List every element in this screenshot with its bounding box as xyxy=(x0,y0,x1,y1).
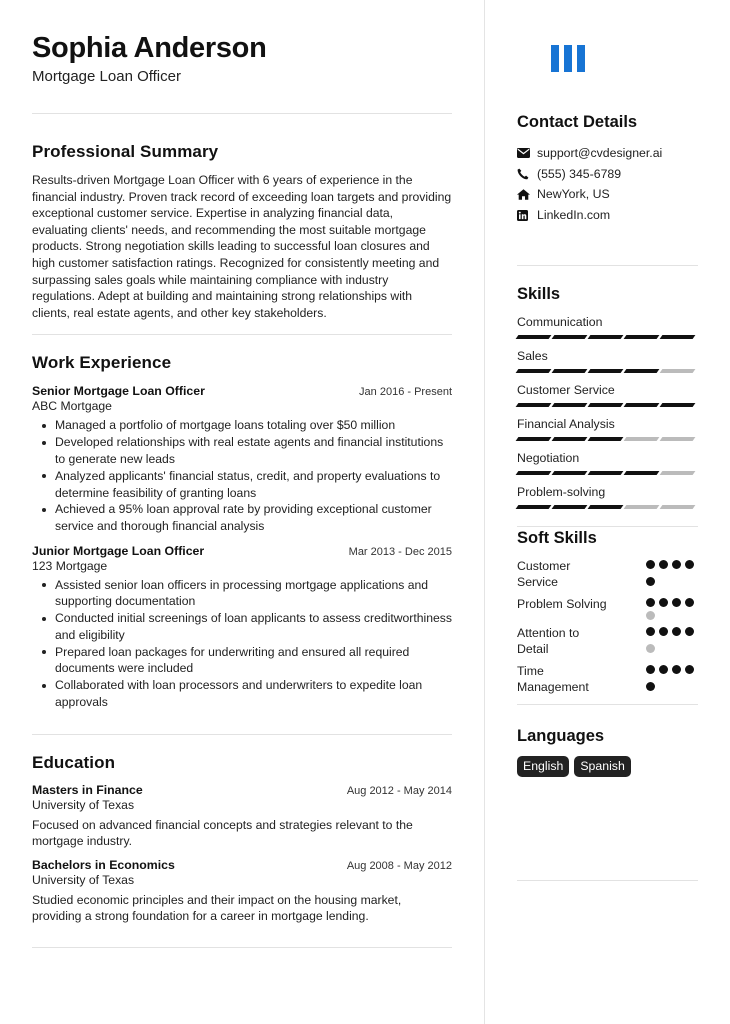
soft-skill-item xyxy=(517,625,698,658)
skill-level-segment xyxy=(588,403,624,407)
skill-level-segment xyxy=(552,471,588,475)
job-title: Senior Mortgage Loan Officer xyxy=(32,384,205,399)
skill-name: Communication xyxy=(517,315,603,329)
soft-skill-name-line: Attention to xyxy=(517,625,580,640)
school-name: University of Texas xyxy=(32,872,135,887)
skill-level-segment xyxy=(516,403,552,407)
rating-dot xyxy=(672,627,681,636)
home-icon xyxy=(517,189,537,200)
rating-dot xyxy=(646,682,655,691)
skill-level-segment xyxy=(660,437,696,441)
soft-skill-rating xyxy=(646,663,698,696)
skill-level-segment xyxy=(588,471,624,475)
job-company: 123 Mortgage xyxy=(32,558,108,573)
degree-title: Masters in Finance xyxy=(32,782,143,797)
brand-logo-icon xyxy=(551,45,585,72)
soft-skill-rating xyxy=(646,596,698,620)
soft-skills-title: Soft Skills xyxy=(517,529,597,547)
soft-skill-name-line: Customer xyxy=(517,559,571,573)
rating-dot xyxy=(659,560,668,569)
job-company: ABC Mortgage xyxy=(32,399,112,414)
contact-phone[interactable] xyxy=(517,164,698,185)
phone-text: (555) 345-6789 xyxy=(537,166,622,181)
skill-level-bar xyxy=(517,369,698,373)
list-item: Assisted senior loan officers in processing mortgage applications and supporting documentation xyxy=(32,577,452,610)
job-entry xyxy=(32,544,452,711)
linkedin-icon xyxy=(517,210,537,221)
list-item: Achieved a 95% loan approval rate by providing exceptional customer service and thorough financial analysis xyxy=(32,501,452,534)
skill-level-segment xyxy=(624,505,660,509)
rating-dot xyxy=(646,577,655,586)
skill-name: Sales xyxy=(517,349,548,363)
summary-text: Results-driven Mortgage Loan Officer with 6 years of experience in the financial industry. Proven track record of exceeding loan targets and providing exceptional customer service. Expertise in analyzing financial data, evaluating clients' needs, and recommending the most suitable mortgage products. Strong negotiation skills leading to successful loan closures and high customer satisfaction ratings. Recognized for consistently meeting and surpassing sales goals while maintaining compliance with industry regulations. Adept at building and maintaining strong relationships with clients, real estate agents, and other key stakeholders. xyxy=(32,173,452,320)
soft-skill-name xyxy=(517,663,627,696)
education-section xyxy=(32,753,452,925)
candidate-role: Mortgage Loan Officer xyxy=(32,68,181,85)
languages-section xyxy=(517,727,698,777)
rating-dot xyxy=(659,627,668,636)
skill-level-segment xyxy=(660,403,696,407)
rating-dot xyxy=(646,627,655,636)
soft-skill-name-line: Detail xyxy=(517,642,549,657)
rating-dot xyxy=(672,665,681,674)
work-title: Work Experience xyxy=(32,353,172,373)
rating-dot xyxy=(672,560,681,569)
rating-dot xyxy=(659,665,668,674)
skill-level-segment xyxy=(588,369,624,373)
skill-level-bar xyxy=(517,335,698,339)
education-entry xyxy=(32,858,452,925)
job-bullets xyxy=(32,577,452,711)
list-item: Developed relationships with real estate agents and financial institutions to generate new leads xyxy=(32,434,452,467)
skill-name: Negotiation xyxy=(517,451,580,465)
summary-section xyxy=(32,142,452,321)
main-column xyxy=(32,30,452,948)
skill-level-segment xyxy=(552,335,588,339)
soft-skills-section xyxy=(517,529,698,705)
skill-level-segment xyxy=(552,369,588,373)
section-divider xyxy=(32,334,452,335)
section-divider xyxy=(32,734,452,735)
skill-level-segment xyxy=(624,471,660,475)
rating-dot xyxy=(646,611,655,620)
rating-dot xyxy=(659,598,668,607)
rating-dot xyxy=(685,560,694,569)
rating-dot xyxy=(646,598,655,607)
job-date: Mar 2013 - Dec 2015 xyxy=(348,545,452,558)
languages-title: Languages xyxy=(517,727,605,745)
skill-level-bar xyxy=(517,403,698,407)
job-title: Junior Mortgage Loan Officer xyxy=(32,543,205,558)
language-pill: Spanish xyxy=(574,756,630,777)
language-pills xyxy=(517,756,698,777)
job-entry xyxy=(32,384,452,534)
education-date: Aug 2012 - May 2014 xyxy=(346,784,452,797)
degree-title: Bachelors in Economics xyxy=(32,857,175,872)
skill-item xyxy=(517,485,698,509)
soft-skills-list xyxy=(517,558,698,695)
rating-dot xyxy=(646,665,655,674)
soft-skill-item xyxy=(517,596,698,620)
soft-skill-rating xyxy=(646,625,698,658)
section-divider xyxy=(517,880,698,881)
skills-list xyxy=(517,315,698,509)
soft-skill-item xyxy=(517,663,698,696)
rating-dot xyxy=(685,627,694,636)
list-item: Conducted initial screenings of loan applicants to assess creditworthiness and eligibility xyxy=(32,610,452,643)
soft-skill-name-line: Service xyxy=(517,575,559,590)
skill-item xyxy=(517,315,698,339)
summary-title: Professional Summary xyxy=(32,142,219,161)
job-bullets xyxy=(32,417,452,534)
skill-level-bar xyxy=(517,471,698,475)
soft-skill-item xyxy=(517,558,698,591)
education-description: Studied economic principles and their impact on the housing market, providing a strong foundation for a career in mortgage lending. xyxy=(32,892,402,924)
skill-level-segment xyxy=(552,437,588,441)
education-date: Aug 2008 - May 2012 xyxy=(346,859,452,872)
phone-icon xyxy=(517,168,537,180)
section-divider xyxy=(517,704,698,705)
column-divider xyxy=(484,0,485,1024)
skill-level-segment xyxy=(516,335,552,339)
skill-item xyxy=(517,417,698,441)
skill-level-bar xyxy=(517,505,698,509)
skill-level-segment xyxy=(516,505,552,509)
skill-level-segment xyxy=(588,437,624,441)
skill-level-segment xyxy=(588,335,624,339)
rating-dot xyxy=(646,560,655,569)
candidate-name: Sophia Anderson xyxy=(32,32,267,64)
soft-skill-rating xyxy=(646,558,698,591)
language-pill: English xyxy=(517,756,569,777)
skill-name: Problem-solving xyxy=(517,485,606,499)
contact-location xyxy=(517,184,698,205)
email-text: support@cvdesigner.ai xyxy=(537,146,663,161)
skill-level-segment xyxy=(660,471,696,475)
work-section xyxy=(32,353,452,710)
rating-dot xyxy=(646,644,655,653)
rating-dot xyxy=(685,598,694,607)
skill-level-segment xyxy=(660,505,696,509)
skill-level-segment xyxy=(624,437,660,441)
education-description: Focused on advanced financial concepts and strategies relevant to the mortgage industry. xyxy=(32,817,413,849)
skill-level-segment xyxy=(660,335,696,339)
skill-name: Financial Analysis xyxy=(517,417,615,431)
contact-title: Contact Details xyxy=(517,113,638,131)
soft-skill-name xyxy=(517,596,627,620)
job-date: Jan 2016 - Present xyxy=(359,386,452,399)
location-text: NewYork, US xyxy=(537,187,610,202)
list-item: Prepared loan packages for underwriting and ensured all required documents were included xyxy=(32,644,452,677)
rating-dot xyxy=(672,598,681,607)
skill-level-segment xyxy=(624,335,660,339)
contact-email[interactable] xyxy=(517,143,698,164)
education-title: Education xyxy=(32,752,116,772)
school-name: University of Texas xyxy=(32,797,135,812)
skill-level-segment xyxy=(624,369,660,373)
linkedin-text: LinkedIn.com xyxy=(537,208,611,223)
skill-level-bar xyxy=(517,437,698,441)
rating-dot xyxy=(685,665,694,674)
skills-section xyxy=(517,285,698,527)
soft-skill-name-line: Problem Solving xyxy=(517,596,607,611)
skill-level-segment xyxy=(516,437,552,441)
skill-level-segment xyxy=(660,369,696,373)
list-item: Collaborated with loan processors and underwriters to expedite loan approvals xyxy=(32,677,452,710)
skill-level-segment xyxy=(624,403,660,407)
skill-item xyxy=(517,349,698,373)
envelope-icon xyxy=(517,148,537,158)
section-divider xyxy=(32,113,452,114)
skill-level-segment xyxy=(516,369,552,373)
skill-level-segment xyxy=(516,471,552,475)
education-entry xyxy=(32,783,452,850)
skill-item xyxy=(517,451,698,475)
soft-skill-name xyxy=(517,558,627,591)
soft-skill-name xyxy=(517,625,627,658)
contact-linkedin[interactable] xyxy=(517,205,698,226)
contact-section xyxy=(517,113,698,266)
skill-item xyxy=(517,383,698,407)
skill-level-segment xyxy=(588,505,624,509)
skill-name: Customer Service xyxy=(517,383,615,397)
skill-level-segment xyxy=(552,403,588,407)
section-divider xyxy=(32,947,452,948)
skill-level-segment xyxy=(552,505,588,509)
list-item: Analyzed applicants' financial status, credit, and property evaluations to determine feasibility of granting loans xyxy=(32,468,452,501)
soft-skill-name-line: Management xyxy=(517,680,589,695)
section-divider xyxy=(517,265,698,266)
skills-title: Skills xyxy=(517,285,561,303)
section-divider xyxy=(517,526,698,527)
list-item: Managed a portfolio of mortgage loans totaling over $50 million xyxy=(32,417,452,434)
soft-skill-name-line: Time xyxy=(517,663,544,678)
